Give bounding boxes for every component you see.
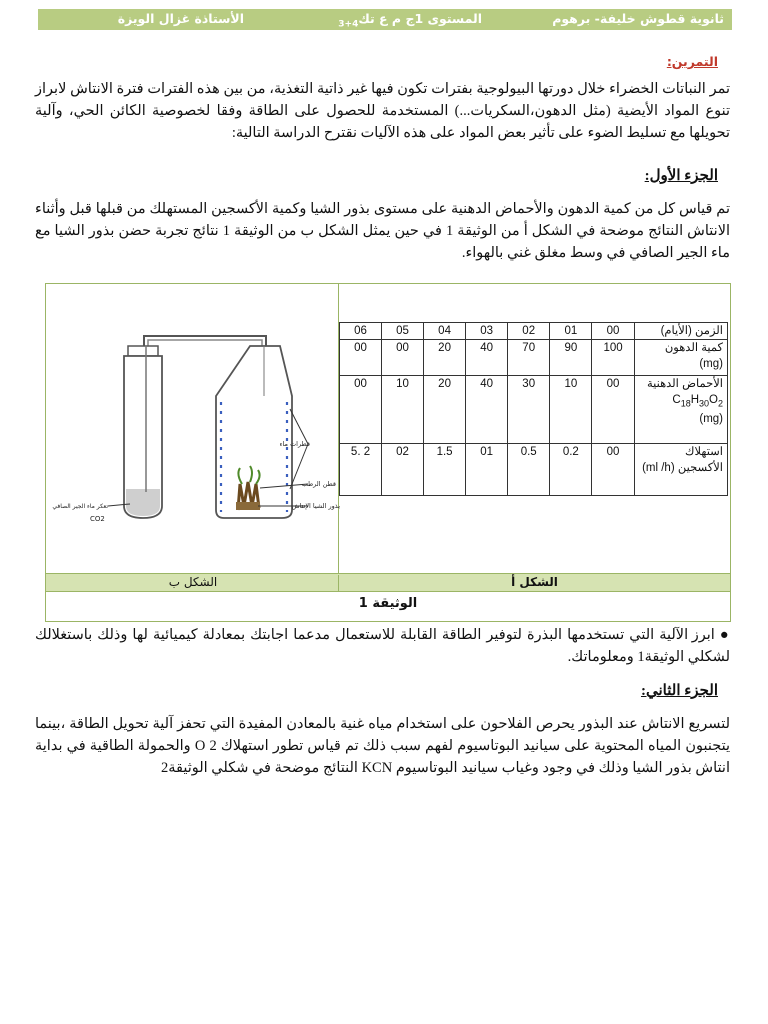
value-cell: 02 [382,444,424,496]
value-cell: 00 [382,340,424,376]
value-cell: 00 [340,340,382,376]
value-cell: 40 [466,376,508,444]
part2-paragraph: لتسريع الانتاش عند البذور يحرص الفلاحون على استخدام مياه غنية بالمعادن المفيدة التي تحفز آلية تحويل الطاقة ،بينما يتجنبون المياه المحتوية على سيانيد البوتاسيوم لفهم سبب ذلك تم قياس تطور استهلاك O 2 والحمولة الطاقية في بداية انتاش بذور الشيا وذلك في وجود وغياب سيانيد البوتاسيوم KCN النتائج موضحة في شكلي الوثيقة2 [35,716,730,776]
label-co2: CO2 [90,515,105,523]
row-label-unit: (mg) [699,413,723,426]
intro-paragraph: تمر النباتات الخضراء خلال دورتها البيولوجية بفترات تكون فيها غير ذاتية التغذية، من بين هذه الفترات فترة الانتاش لابراز تنوع المواد الأيضية (مثل الدهون،السكريات...) المستخدمة للحصول على الطاقة وفقا لخصوصية الكائن الحي، وآلية تحويلها مع تسليط الضوء على تأثير بعض المواد على هذه الآليات نقترح الدراسة التالية: [35,81,730,141]
day-cell: 05 [382,323,424,340]
value-cell: 30 [508,376,550,444]
row-label-text: الأحماض الدهنية [646,378,723,390]
fatty-acid-formula: $C_{18}H_{30}O_2$ [672,394,723,409]
value-cell: 01 [466,444,508,496]
connecting-tube [144,336,266,346]
value-cell: 70 [508,340,550,376]
results-table [339,322,728,496]
label-limewater: تعكر ماء الجير الصافي [52,503,108,510]
part2-title: الجزء الثاني: [640,683,718,699]
row-label [634,376,727,444]
value-cell: 20 [424,340,466,376]
caption-figure-a: الشكل أ [338,575,730,591]
school-name: ثانوية قطوش خليفة- برهوم [552,11,724,26]
day-cell: 01 [550,323,592,340]
table-row [340,340,728,376]
bullet-dot: ● [714,627,730,643]
table-row [340,444,728,496]
row-label: كمية الدهون (mg) [634,340,727,376]
caption-figure-b: الشكل ب [168,575,218,589]
stopper [128,346,158,356]
class-level-note: 4+3 [338,19,359,30]
exercise-title: التمرين: [666,54,718,69]
label-seeds: بذور الشيا الإنتاش [291,502,340,510]
question-bullet [35,624,730,668]
value-cell: 00 [340,376,382,444]
value-cell: 10 [382,376,424,444]
row-label: استهلاك الأكسجين (ml /h) [634,444,727,496]
caption-row [46,573,730,592]
class-level [338,11,482,30]
table-row [340,376,728,444]
value-cell: 0.2 [550,444,592,496]
value-cell: 00 [592,376,634,444]
value-cell: 00 [592,444,634,496]
question-text: ابرز الآلية التي تستخدمها البذرة لتوفير الطاقة القابلة للاستعمال مدعما اجابتك بمعادلة كيميائية لها وذلك باستغلالك لشكلي الوثيقة1 ومعلوماتك. [35,627,730,665]
document-1-frame [45,283,731,622]
day-cell: 03 [466,323,508,340]
part1-title: الجزء الأول: [644,168,718,184]
figure-b [46,284,340,573]
value-cell: 20 [424,376,466,444]
class-level-text: المستوى 1ج م ع تك [358,11,482,26]
header-bar [38,9,732,30]
day-cell: 04 [424,323,466,340]
table-header-label: الزمن (الأيام) [634,323,727,340]
part1-paragraph: تم قياس كل من كمية الدهون والأحماض الدهنية على مستوى بذور الشيا وكمية الأكسجين المستهلك من قبلها قبل وأثناء الانتاش النتائج موضحة في الشكل أ من الوثيقة 1 في حين يمثل الشكل ب من الوثيقة 1 نتائج تجربة حضن بذور الشيا مع ماء الجير الصافي في وسط مغلق غني بالهواء. [35,201,730,261]
table-row [340,323,728,340]
figure-a [338,284,730,573]
day-cell: 06 [340,323,382,340]
value-cell: 0.5 [508,444,550,496]
value-cell: 1.5 [424,444,466,496]
label-cotton: قطن الرطب [301,480,336,488]
experiment-diagram [46,284,340,573]
value-cell: 40 [466,340,508,376]
day-cell: 02 [508,323,550,340]
day-cell: 00 [592,323,634,340]
document-title: الوثيقة 1 [358,596,418,611]
teacher-name: الأستاذة غزال الويزة [117,11,244,26]
value-cell: 100 [592,340,634,376]
label-droplets: قطرات ماء [279,440,310,448]
value-cell: 90 [550,340,592,376]
value-cell: 2 .5 [340,444,382,496]
limewater [126,489,160,516]
value-cell: 10 [550,376,592,444]
